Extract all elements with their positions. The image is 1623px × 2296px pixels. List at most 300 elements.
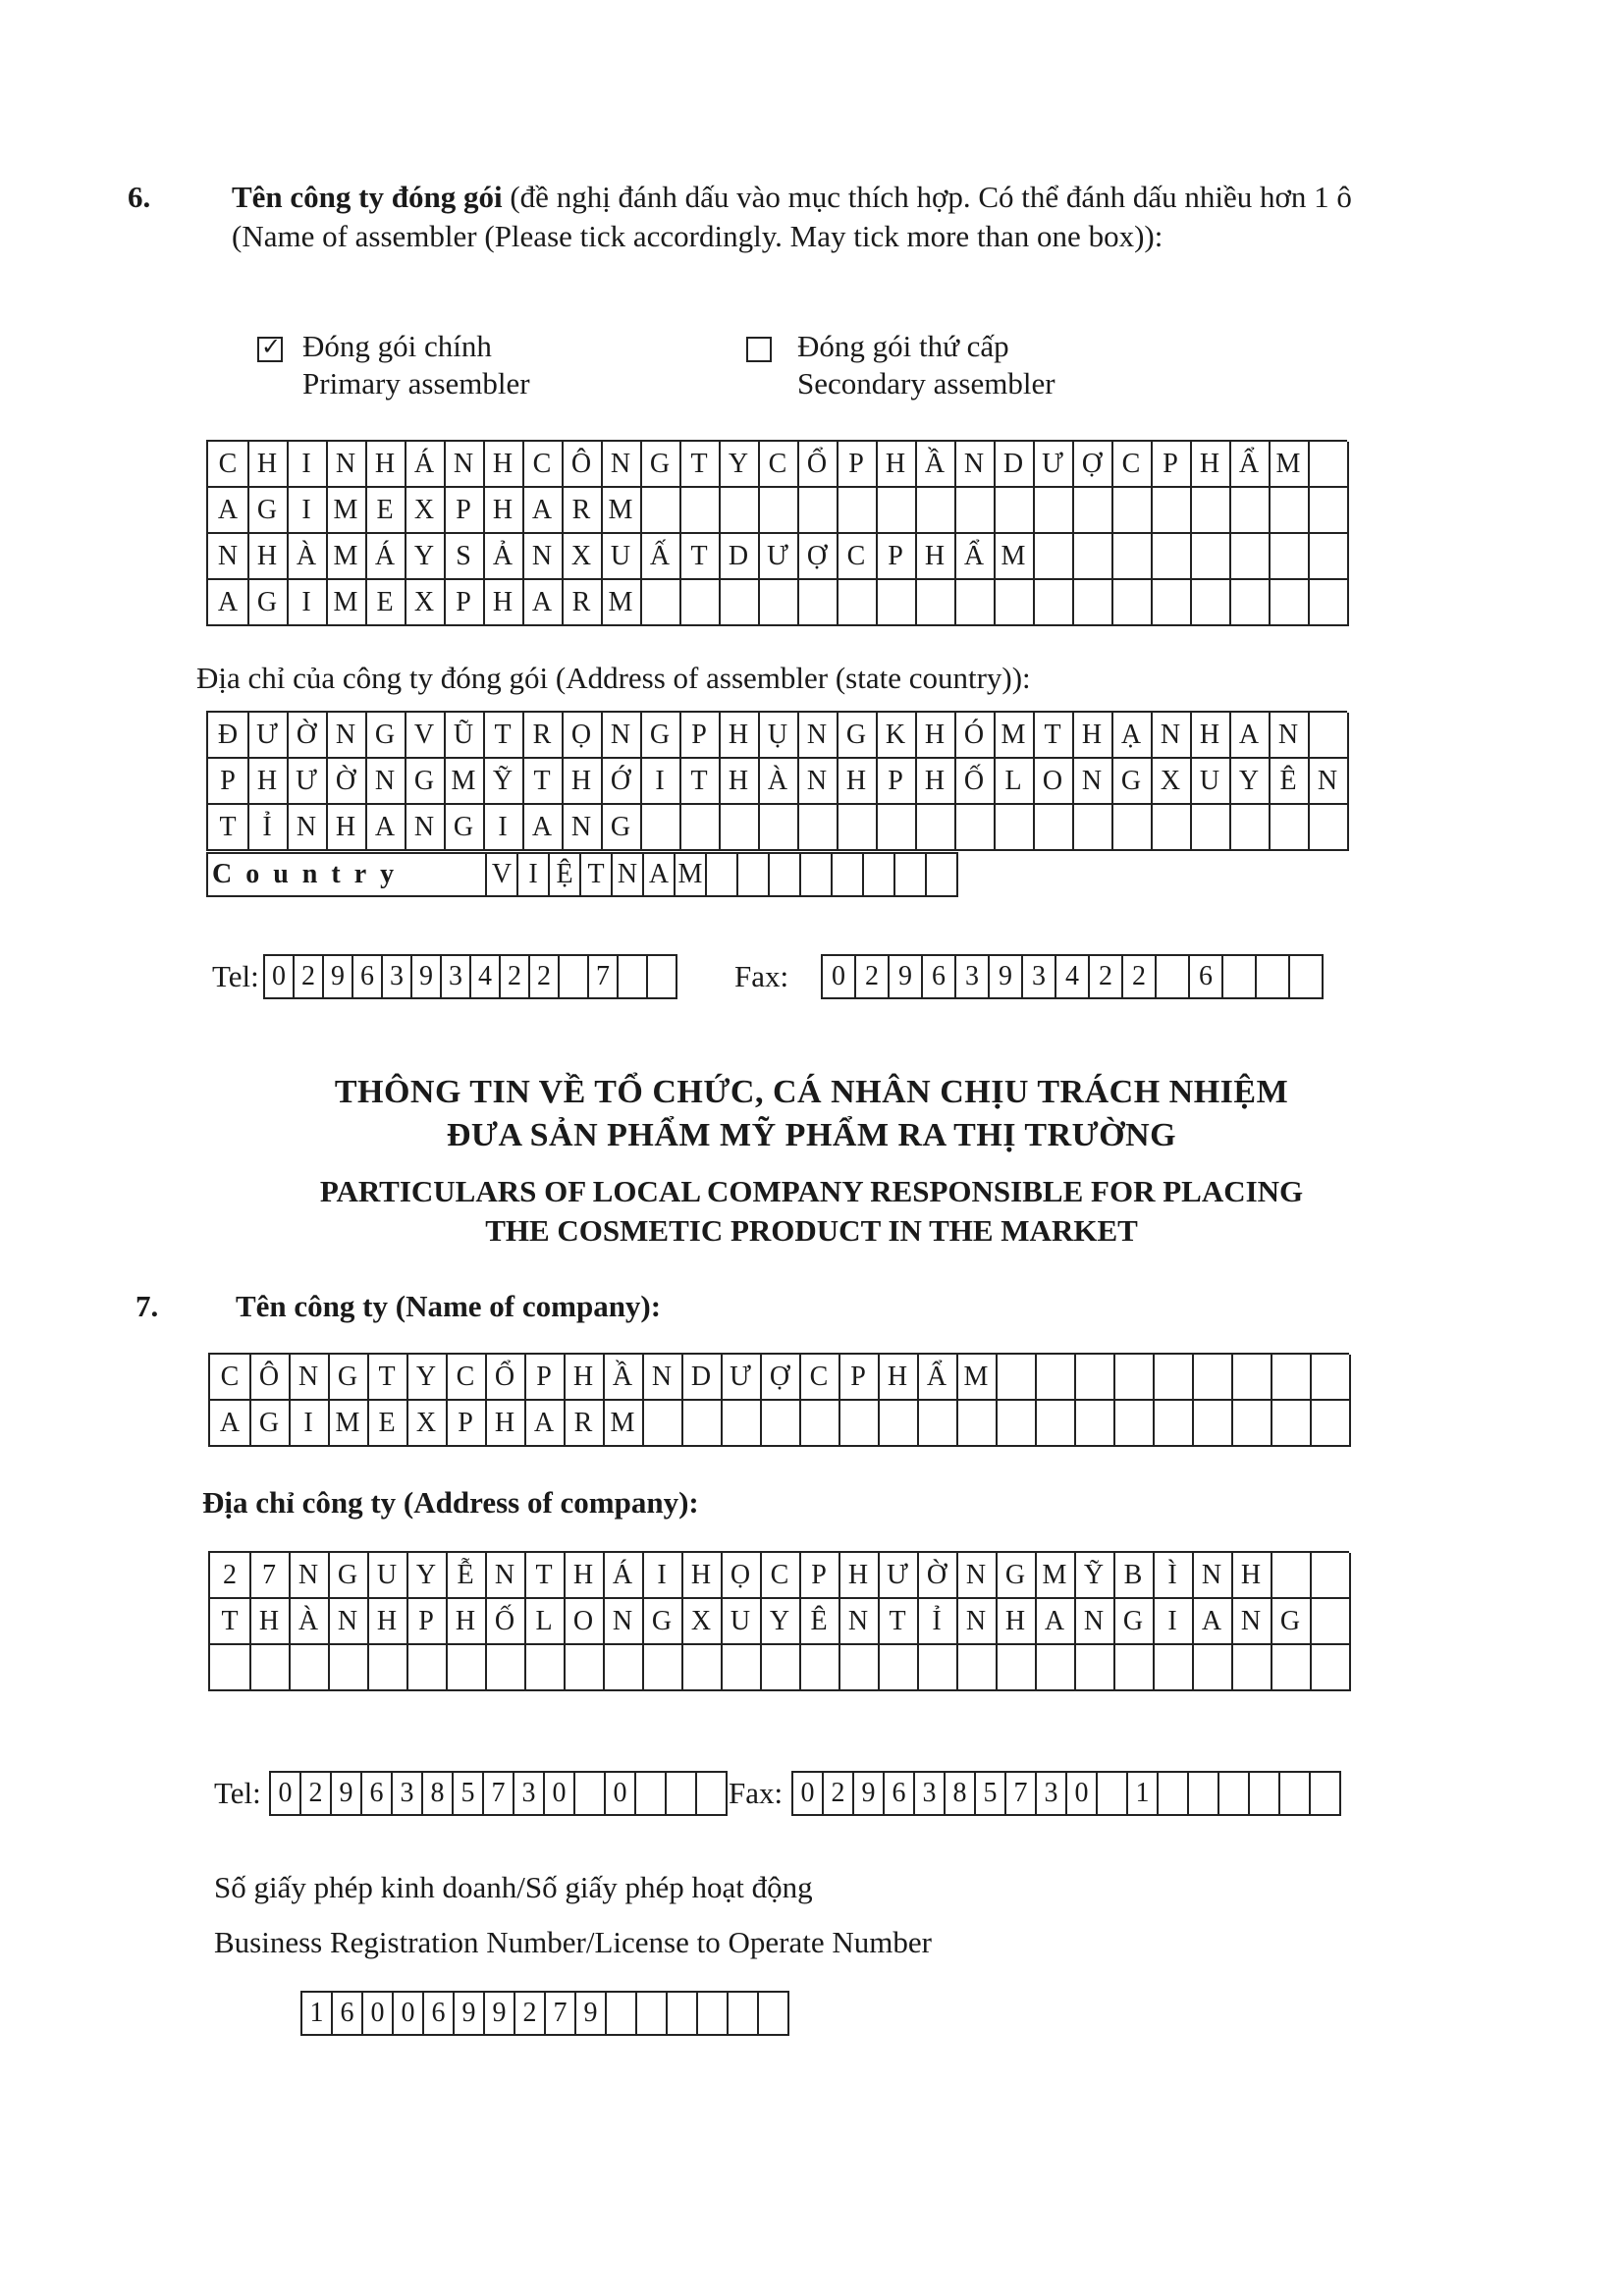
company-address-cell: H [564,1553,605,1599]
company-address-cell: L [524,1599,566,1645]
assembler-name-cell [1151,488,1192,534]
assembler-address-cell [915,805,956,851]
assembler-name-cell [1190,534,1231,580]
company-name-cell: R [564,1401,605,1447]
company-address-cell [996,1645,1037,1691]
company-address-cell: O [564,1599,605,1645]
assembler-fax-cell: 2 [1123,956,1157,999]
assembler-name-cell: Ả [483,534,524,580]
assembler-name-cell [994,580,1035,626]
assembler-name-cell [1111,488,1153,534]
company-name-cell: I [289,1401,330,1447]
assembler-tel-grid[interactable] [263,954,677,999]
company-name-grid[interactable] [208,1353,1349,1447]
assembler-name-cell [1111,534,1153,580]
company-address-grid[interactable] [208,1551,1349,1691]
assembler-tel-cell: 9 [412,956,442,999]
company-name-cell [956,1401,998,1447]
assembler-address-cell [679,805,721,851]
company-address-cell: N [328,1599,369,1645]
assembler-fax-cell: 3 [956,956,990,999]
assembler-address-cell [797,805,839,851]
country-value-cell: I [518,854,550,897]
company-address-cell: I [1153,1599,1194,1645]
company-name-cell: D [681,1355,723,1401]
assembler-address-cell: À [758,759,799,805]
company-address-cell [878,1645,919,1691]
company-tel-cell: 3 [514,1773,545,1816]
company-fax-cell [1250,1773,1280,1816]
company-fax-cell: 3 [1037,1773,1067,1816]
assembler-address-cell: R [522,713,564,759]
company-tel-cell: 0 [606,1773,636,1816]
company-fax-cell: 6 [885,1773,915,1816]
assembler-address-cell [1269,805,1310,851]
assembler-address-cell: H [562,759,603,805]
assembler-tel-cell: 9 [324,956,353,999]
company-tel-cell [636,1773,667,1816]
company-name-cell: Ầ [603,1355,644,1401]
assembler-tel-cell [648,956,677,999]
company-address-cell [1035,1645,1076,1691]
company-name-cell: A [210,1401,251,1447]
assembler-fax-cell: 0 [823,956,856,999]
company-name-cell [1271,1401,1312,1447]
assembler-name-cell: P [444,580,485,626]
company-name-cell [1074,1355,1115,1401]
company-tel-grid[interactable] [269,1771,728,1816]
assembler-name-cell: Y [405,534,446,580]
company-name-cell: N [642,1355,683,1401]
license-number-cell [607,1993,637,2036]
country-value-cell: M [676,854,707,897]
heading-vi-line1: THÔNG TIN VỀ TỔ CHỨC, CÁ NHÂN CHỊU TRÁCH NHIỆM [334,1074,1289,1110]
assembler-address-cell [640,805,681,851]
company-name-cell [1153,1401,1194,1447]
company-name-cell [996,1355,1037,1401]
assembler-fax-grid[interactable] [821,954,1324,999]
country-value-cell [927,854,958,897]
assembler-name-cell [1190,580,1231,626]
assembler-name-cell: G [247,488,289,534]
company-name-cell: P [524,1355,566,1401]
company-name-cell [1310,1355,1351,1401]
company-name-cell: P [839,1355,880,1401]
assembler-name-cell: N [444,442,485,488]
company-address-cell: N [603,1599,644,1645]
assembler-fax-cell: 2 [1090,956,1123,999]
license-label-vi: Số giấy phép kinh doanh/Số giấy phép hoạt động [214,1870,813,1904]
assembler-tel-cell: 3 [442,956,471,999]
company-name-cell: Ư [721,1355,762,1401]
assembler-name-cell: M [326,534,367,580]
assembler-address-cell: H [1190,713,1231,759]
assembler-name-cell: X [562,534,603,580]
license-number-cell: 7 [546,1993,576,2036]
company-tel-cell [697,1773,728,1816]
assembler-name-cell: Ợ [1072,442,1113,488]
company-name-cell [642,1401,683,1447]
assembler-address-cell: Ỹ [483,759,524,805]
assembler-name-cell: C [208,442,249,488]
company-address-cell: H [681,1553,723,1599]
assembler-address-label: Địa chỉ của công ty đóng gói (Address of assembler (state country)): [196,661,1031,695]
assembler-name-cell [954,488,996,534]
company-address-cell [249,1645,291,1691]
company-address-cell: H [996,1599,1037,1645]
assembler-address-cell: Ê [1269,759,1310,805]
assembler-address-cell: G [837,713,878,759]
assembler-address-cell: G [444,805,485,851]
company-fax-cell: 7 [1006,1773,1037,1816]
assembler-address-cell: A [1229,713,1271,759]
assembler-address-cell: Đ [208,713,249,759]
assembler-name-cell: M [994,534,1035,580]
assembler-address-cell: Ố [954,759,996,805]
assembler-address-cell: N [287,805,328,851]
assembler-name-cell [1229,580,1271,626]
assembler-fax-cell [1157,956,1190,999]
assembler-address-cell: P [208,759,249,805]
company-address-cell [1271,1553,1312,1599]
company-name-cell: M [956,1355,998,1401]
company-address-cell: G [1113,1599,1155,1645]
assembler-name-cell: M [601,488,642,534]
assembler-address-cell: N [405,805,446,851]
assembler-address-cell [1072,805,1113,851]
company-address-label: Địa chỉ công ty (Address of company): [202,1485,699,1520]
assembler-name-cell: X [405,488,446,534]
company-address-cell: U [721,1599,762,1645]
assembler-address-cell: H [837,759,878,805]
assembler-address-cell: G [640,713,681,759]
assembler-name-grid[interactable] [206,440,1347,626]
assembler-name-cell: C [1111,442,1153,488]
company-address-cell: N [956,1553,998,1599]
license-number-cell: 0 [394,1993,424,2036]
company-fax-grid[interactable] [791,1771,1341,1816]
assembler-address-cell [994,805,1035,851]
assembler-name-cell [640,488,681,534]
company-address-cell: U [367,1553,408,1599]
company-address-cell [1192,1645,1233,1691]
country-row [206,852,958,897]
assembler-fax-cell [1290,956,1324,999]
assembler-name-cell: Ẩ [1229,442,1271,488]
assembler-address-cell: Ạ [1111,713,1153,759]
assembler-name-cell [1269,488,1310,534]
license-number-cell [637,1993,668,2036]
company-name-cell [1271,1355,1312,1401]
company-address-cell: H [1231,1553,1272,1599]
country-value-cell [738,854,770,897]
assembler-tel-cell: 3 [383,956,412,999]
assembler-name-cell: X [405,580,446,626]
assembler-address-cell: H [247,759,289,805]
company-tel-cell: 3 [393,1773,423,1816]
assembler-address-cell: Ờ [287,713,328,759]
assembler-name-cell: I [287,442,328,488]
company-name-cell: Ẩ [917,1355,958,1401]
heading-en-line1: PARTICULARS OF LOCAL COMPANY RESPONSIBLE FOR PLACING [319,1174,1304,1208]
assembler-address-cell: N [1072,759,1113,805]
assembler-name-cell: C [837,534,878,580]
assembler-name-cell [837,580,878,626]
company-tel-cell: 2 [301,1773,332,1816]
assembler-name-cell: H [247,442,289,488]
company-tel-cell: 0 [545,1773,575,1816]
secondary-assembler-checkbox[interactable] [746,337,772,362]
company-address-cell: Ê [799,1599,840,1645]
company-fax-cell: 9 [854,1773,885,1816]
assembler-name-cell [1308,580,1349,626]
assembler-name-cell: D [719,534,760,580]
company-address-cell: T [210,1599,251,1645]
company-name-cell: M [328,1401,369,1447]
assembler-name-cell: E [365,488,406,534]
company-tel-cell: 5 [454,1773,484,1816]
assembler-address-cell [1308,805,1349,851]
company-fax-cell: 2 [824,1773,854,1816]
assembler-name-cell: R [562,580,603,626]
assembler-address-cell [1229,805,1271,851]
assembler-address-cell: H [719,713,760,759]
assembler-name-cell: H [483,488,524,534]
company-address-cell [367,1645,408,1691]
company-fax-cell [1189,1773,1219,1816]
company-fax-cell [1280,1773,1311,1816]
assembler-name-cell: Y [719,442,760,488]
country-value-cell [801,854,833,897]
assembler-name-cell [876,488,917,534]
assembler-name-cell [837,488,878,534]
assembler-address-cell: Ó [954,713,996,759]
company-address-cell [1310,1599,1351,1645]
assembler-tel-cell: 2 [501,956,530,999]
license-number-cell: 9 [455,1993,485,2036]
company-address-cell: H [367,1599,408,1645]
license-number-cell: 0 [363,1993,394,2036]
assembler-address-cell: N [562,805,603,851]
company-name-cell: X [406,1401,448,1447]
assembler-name-cell [915,488,956,534]
license-number-grid[interactable] [300,1991,789,2036]
company-address-cell: C [760,1553,801,1599]
assembler-address-cell: N [1308,759,1349,805]
assembler-name-cell: A [208,488,249,534]
check-mark-icon: ✓ [261,333,282,360]
company-tel-cell: 6 [362,1773,393,1816]
company-name-cell [917,1401,958,1447]
company-name-cell [878,1401,919,1447]
company-address-cell: N [485,1553,526,1599]
primary-assembler-checkbox[interactable] [257,333,283,362]
assembler-address-cell: X [1151,759,1192,805]
company-address-cell: Ỹ [1074,1553,1115,1599]
assembler-name-cell [1308,534,1349,580]
company-address-cell: Ễ [446,1553,487,1599]
assembler-address-cell: H [1072,713,1113,759]
assembler-name-cell: Ầ [915,442,956,488]
company-name-cell: G [328,1355,369,1401]
assembler-fax-cell: 2 [856,956,890,999]
company-name-cell [1153,1355,1194,1401]
assembler-fax-label: Fax: [734,959,789,993]
company-address-cell [564,1645,605,1691]
assembler-name-cell [1229,534,1271,580]
assembler-name-cell [797,580,839,626]
assembler-address-cell [876,805,917,851]
assembler-address-cell: N [326,713,367,759]
assembler-fax-cell: 6 [923,956,956,999]
company-fax-cell: 0 [1067,1773,1098,1816]
assembler-name-cell: P [876,534,917,580]
company-address-cell: X [681,1599,723,1645]
country-value-cell: V [487,854,518,897]
primary-assembler-vi: Đóng gói chính [302,329,492,363]
assembler-address-cell: N [797,759,839,805]
assembler-tel-cell: 2 [295,956,324,999]
company-address-cell: P [406,1599,448,1645]
company-address-cell: Ọ [721,1553,762,1599]
assembler-name-cell: H [247,534,289,580]
assembler-name-cell: A [522,580,564,626]
assembler-address-cell [1190,805,1231,851]
company-address-cell [446,1645,487,1691]
assembler-name-cell [1269,534,1310,580]
company-name-cell: M [603,1401,644,1447]
company-name-cell [1192,1401,1233,1447]
assembler-address-cell [1033,805,1074,851]
assembler-name-cell: H [483,580,524,626]
assembler-fax-cell [1257,956,1290,999]
company-name-cell: H [485,1401,526,1447]
assembler-address-cell: Ớ [601,759,642,805]
assembler-address-cell: A [522,805,564,851]
assembler-address-cell: N [365,759,406,805]
section-7-number: 7. [135,1289,159,1323]
license-number-cell: 6 [424,1993,455,2036]
company-name-cell [1113,1401,1155,1447]
company-address-cell: Ờ [917,1553,958,1599]
assembler-address-cell [1111,805,1153,851]
assembler-name-cell [640,580,681,626]
assembler-address-cell: Ụ [758,713,799,759]
company-address-cell: N [839,1599,880,1645]
company-name-cell [839,1401,880,1447]
license-number-cell [668,1993,698,2036]
license-number-cell [729,1993,759,2036]
assembler-address-cell: H [326,805,367,851]
company-address-cell: M [1035,1553,1076,1599]
assembler-address-cell: Ư [247,713,289,759]
section-6-number: 6. [128,180,151,214]
assembler-tel-cell: 7 [589,956,619,999]
company-name-cell [1192,1355,1233,1401]
assembler-address-cell: Ờ [326,759,367,805]
company-address-cell: Ỉ [917,1599,958,1645]
assembler-name-cell [915,580,956,626]
company-address-cell: G [328,1553,369,1599]
company-address-cell: H [249,1599,291,1645]
company-address-cell: A [1192,1599,1233,1645]
assembler-name-cell: S [444,534,485,580]
company-address-cell: 7 [249,1553,291,1599]
assembler-name-cell: N [208,534,249,580]
assembler-address-grid[interactable] [206,711,1347,851]
assembler-name-cell [679,488,721,534]
company-fax-cell [1159,1773,1189,1816]
company-address-cell: B [1113,1553,1155,1599]
company-address-cell [485,1645,526,1691]
license-number-cell: 9 [576,1993,607,2036]
assembler-name-cell: A [522,488,564,534]
assembler-address-cell: L [994,759,1035,805]
company-name-cell: E [367,1401,408,1447]
company-fax-cell: 3 [915,1773,946,1816]
country-value-cell: A [644,854,676,897]
company-name-cell: C [799,1355,840,1401]
license-number-cell [759,1993,789,2036]
company-name-cell: Ợ [760,1355,801,1401]
assembler-name-cell: I [287,488,328,534]
section-6-title [232,179,1352,216]
assembler-address-cell: I [640,759,681,805]
company-address-cell: 2 [210,1553,251,1599]
company-name-cell [681,1401,723,1447]
assembler-name-cell [1229,488,1271,534]
license-number-cell [698,1993,729,2036]
assembler-name-cell: T [679,534,721,580]
assembler-address-cell [758,805,799,851]
assembler-name-cell [797,488,839,534]
section-6-title-line2: (Name of assembler (Please tick accordingly. May tick more than one box)): [232,219,1163,253]
company-name-cell: Ô [249,1355,291,1401]
section-6-title-rest: (đề nghị đánh dấu vào mục thích hợp. Có thể đánh dấu nhiều hơn 1 ô [502,180,1352,214]
assembler-name-cell: H [483,442,524,488]
assembler-name-cell: H [1190,442,1231,488]
company-address-cell [956,1645,998,1691]
company-address-cell [328,1645,369,1691]
assembler-address-cell: T [208,805,249,851]
assembler-address-cell: T [483,713,524,759]
company-name-cell: T [367,1355,408,1401]
company-name-cell [996,1401,1037,1447]
assembler-name-cell: Ư [758,534,799,580]
company-fax-cell [1098,1773,1128,1816]
assembler-name-cell: G [640,442,681,488]
company-name-cell [799,1401,840,1447]
country-value-cell [864,854,895,897]
country-value-cells[interactable] [487,854,958,897]
assembler-name-cell [1072,488,1113,534]
company-name-cell [1113,1355,1155,1401]
company-address-cell [681,1645,723,1691]
company-name-cell: Y [406,1355,448,1401]
company-address-cell [917,1645,958,1691]
assembler-name-cell: H [915,534,956,580]
assembler-address-cell: P [876,759,917,805]
company-address-cell: N [956,1599,998,1645]
assembler-name-cell [876,580,917,626]
assembler-name-cell [1033,580,1074,626]
company-tel-label: Tel: [214,1776,261,1810]
company-name-cell: H [564,1355,605,1401]
assembler-address-cell: M [444,759,485,805]
assembler-name-cell [1072,580,1113,626]
company-name-cell: H [878,1355,919,1401]
company-address-cell: Á [603,1553,644,1599]
